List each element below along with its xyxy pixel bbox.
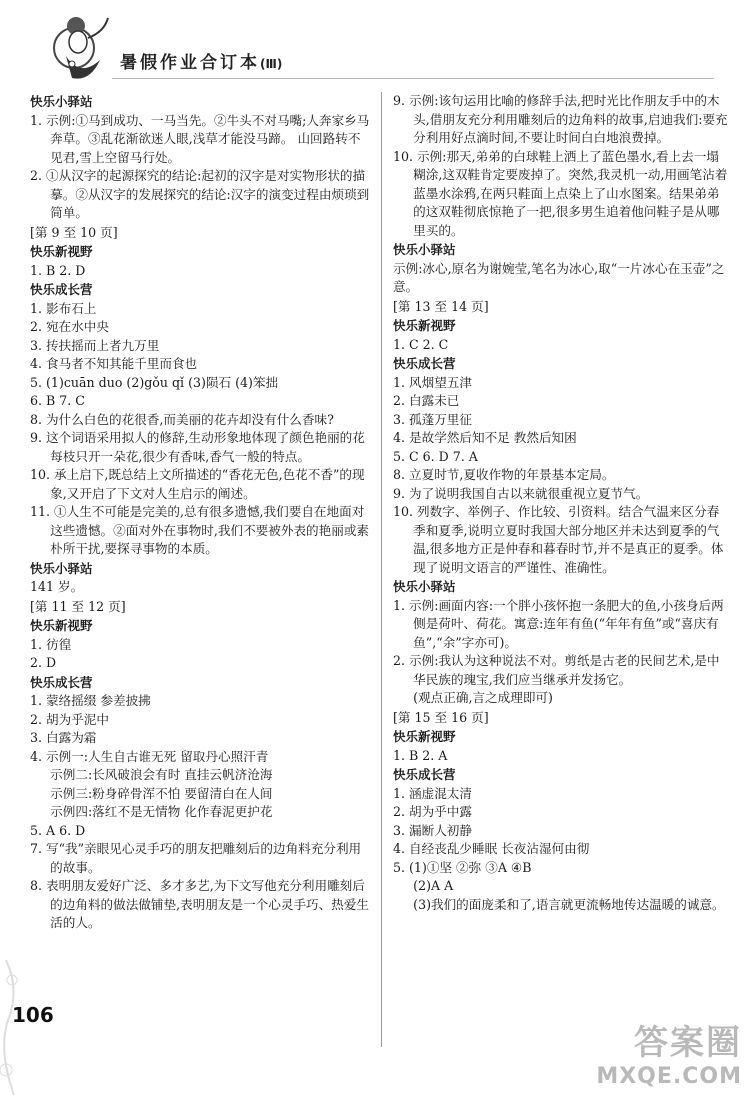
page-range-label: [第 13 至 14 页]: [393, 298, 489, 314]
answer-item: 1. 影布石上: [30, 300, 97, 316]
answer-item: 3. 漏断人初静: [393, 822, 472, 838]
section-heading: 快乐小驿站: [393, 242, 456, 257]
header-rule: [112, 78, 714, 79]
column-divider: [381, 92, 382, 1047]
answer-item: 1. 涵虚混太清: [393, 785, 472, 801]
watermark: [596, 1015, 742, 1089]
page-range-label: [第 11 至 12 页]: [30, 598, 126, 614]
answer-item: 2. 胡为乎泥中: [30, 711, 109, 727]
answer-item: 9. 这个词语采用拟人的修辞,生动形象地体现了颜色艳丽的花每枝只开一朵花,很少有香味,香气一般的特点。: [30, 430, 365, 464]
section-heading: 快乐成长营: [30, 282, 93, 297]
watermark-url: MXQE.COM: [596, 1064, 742, 1089]
answer-item: 9. 为了说明我国自古以来就很重视立夏节气。: [393, 485, 649, 501]
section-heading: 快乐成长营: [393, 767, 456, 782]
answer-item: 11. ①人生不可能是完美的,总有很多遗憾,我们要自在地面对这些遗憾。②面对外在事物时,我们不要被外表的艳丽或素朴所干扰,要探寻事物的本质。: [30, 504, 370, 556]
left-column: [30, 92, 372, 933]
answer-item: 8. 表明朋友爱好广泛、多才多艺,为下文写他充分利用雕刻后的边角料的做法做铺垫,表明朋友是一个心灵手巧、热爱生活的人。: [30, 878, 370, 930]
answer-item: 4. 食马者不知其能千里而食也: [30, 356, 198, 371]
answer-item: 示例四:落红不是无情物 化作春泥更护花: [50, 804, 273, 819]
answer-item: 2. 胡为乎中露: [393, 804, 472, 819]
answer-item: 8. 立夏时节,夏收作物的年景基本定局。: [393, 467, 615, 482]
answer-item: 1. 示例:画面内容:一个胖小孩怀抱一条肥大的鱼,小孩身后两侧是荷叶、荷花。寓意:连年有鱼(“年年有鱼”或“喜庆有鱼”,“余”字亦可)。: [393, 597, 724, 650]
answer-item: 5. (1)cuān duo (2)gǒu qǐ (3)陨石 (4)笨拙: [30, 374, 279, 390]
figure-logo-icon: [48, 8, 112, 88]
header-title: 暑假作业合订本(Ⅲ): [120, 53, 283, 73]
section-heading: 快乐成长营: [30, 674, 93, 690]
answer-item: 3. 抟扶摇而上者九万里: [30, 337, 160, 353]
answer-item: 1. 风烟望五津: [393, 374, 472, 390]
answer-item: 5. C 6. D 7. A: [393, 448, 478, 464]
section-heading: 快乐小驿站: [30, 94, 93, 109]
answer-item: 2. D: [30, 655, 57, 670]
answer-item: 8. 为什么白色的花很香,而美丽的花卉却没有什么香味?: [30, 411, 334, 427]
answer-item: 4. 是故学然后知不足 教然后知困: [393, 430, 577, 445]
answer-item: 2. ①从汉字的起源探究的结论:起初的汉字是对实物形状的描摹。②从汉字的发展探究的结论:汉字的演变过程由烦琐到简单。: [30, 168, 370, 220]
answer-item: 2. 白露未已: [393, 393, 460, 408]
answer-item: 1. 示例:①马到成功、一马当先。②牛头不对马嘴;人奔家乡马奔草。③乱花渐欲迷人眼,浅草才能没马蹄。 山回路转不见君,雪上空留马行处。: [30, 112, 370, 165]
answer-item: 1. B 2. A: [393, 747, 448, 763]
answer-item: 1. 蒙络摇缀 参差披拂: [30, 693, 151, 708]
header-subtitle: (Ⅲ): [260, 57, 283, 71]
answer-item: 3. 白露为霜: [30, 730, 97, 745]
right-column: [393, 92, 731, 914]
watermark-logo-text: 答案圈: [634, 1023, 742, 1063]
answer-item: 2. 宛在水中央: [30, 319, 109, 334]
floral-decoration-icon: [0, 960, 28, 1095]
page-range-label: [第 15 至 16 页]: [393, 709, 489, 725]
section-heading: 快乐小驿站: [393, 579, 456, 594]
answer-item: 10. 示例:那天,弟弟的白球鞋上洒上了蓝色墨水,看上去一塌糊涂,这双鞋肯定要废掉了。突然,我灵机一动,用画笔沾着蓝墨水涂鸦,在两只鞋面上点染上了山水图案。结果弟弟的这双鞋彻底惊艳了一把,很多男生追着他问鞋子是从哪里买的。: [393, 148, 728, 238]
answer-item: 5. A 6. D: [30, 822, 86, 838]
section-heading: 快乐新视野: [393, 729, 456, 744]
answer-item: 示例:冰心,原名为谢婉莹,笔名为冰心,取“一片冰心在玉壶”之意。: [393, 260, 725, 294]
section-heading: 快乐新视野: [30, 244, 93, 259]
answer-item: 5. (1)①坚 ②弥 ③A ④B: [393, 859, 532, 875]
answer-note: (观点正确,言之成理即可): [413, 690, 553, 705]
answer-item: 1. C 2. C: [393, 336, 449, 352]
section-heading: 快乐新视野: [30, 618, 93, 633]
answer-item: 10. 承上启下,既总结上文所描述的“香花无色,色花不香”的现象,又开启了下文对人生启示的阐述。: [30, 467, 365, 501]
answer-item: 2. 示例:我认为这种说法不对。剪纸是古老的民间艺术,是中华民族的瑰宝,我们应当继承并发扬它。: [393, 653, 720, 687]
answer-item: 1. 彷徨: [30, 636, 72, 652]
answer-item: 1. B 2. D: [30, 262, 86, 278]
section-heading: 快乐新视野: [393, 318, 456, 333]
answer-item: 3. 孤蓬万里征: [393, 411, 472, 427]
answer-item: 6. B 7. C: [30, 393, 85, 408]
answer-item: 4. 自经丧乱少睡眠 长夜沾湿何由彻: [393, 841, 590, 856]
section-heading: 快乐小驿站: [30, 560, 93, 576]
page-number: 106: [12, 1003, 54, 1027]
page-range-label: [第 9 至 10 页]: [30, 224, 118, 240]
answer-item: 示例三:粉身碎骨浑不怕 要留清白在人间: [50, 785, 273, 801]
answer-item: 示例二:长风破浪会有时 直挂云帆济沧海: [50, 767, 273, 782]
answer-item: 9. 示例:该句运用比喻的修辞手法,把时光比作朋友手中的木头,借朋友充分利用雕刻后的边角料的故事,启迪我们:要充分利用好点滴时间,不要让时间白白地浪费掉。: [393, 93, 728, 145]
answer-item: (3)我们的面庞柔和了,语言就更流畅地传达温暖的诚意。: [413, 896, 725, 912]
section-heading: 快乐成长营: [393, 356, 456, 371]
answer-item: 10. 列数字、举例子、作比较、引资料。结合气温来区分春季和夏季,说明立夏时我国大部分地区并未达到夏季的气温,很多地方正是仲春和暮春时节,并不是真正的夏季。体现了说明文语言的严谨性、准确性。: [393, 504, 724, 575]
answer-item: (2)A A: [413, 878, 454, 893]
answer-item: 7. 写“我”亲眼见心灵手巧的朋友把雕刻后的边角料充分利用的故事。: [30, 841, 362, 875]
page-header: [0, 0, 750, 90]
answer-item: 141 岁。: [30, 579, 84, 594]
answer-item: 4. 示例一:人生自古谁无死 留取丹心照汗青: [30, 748, 269, 764]
